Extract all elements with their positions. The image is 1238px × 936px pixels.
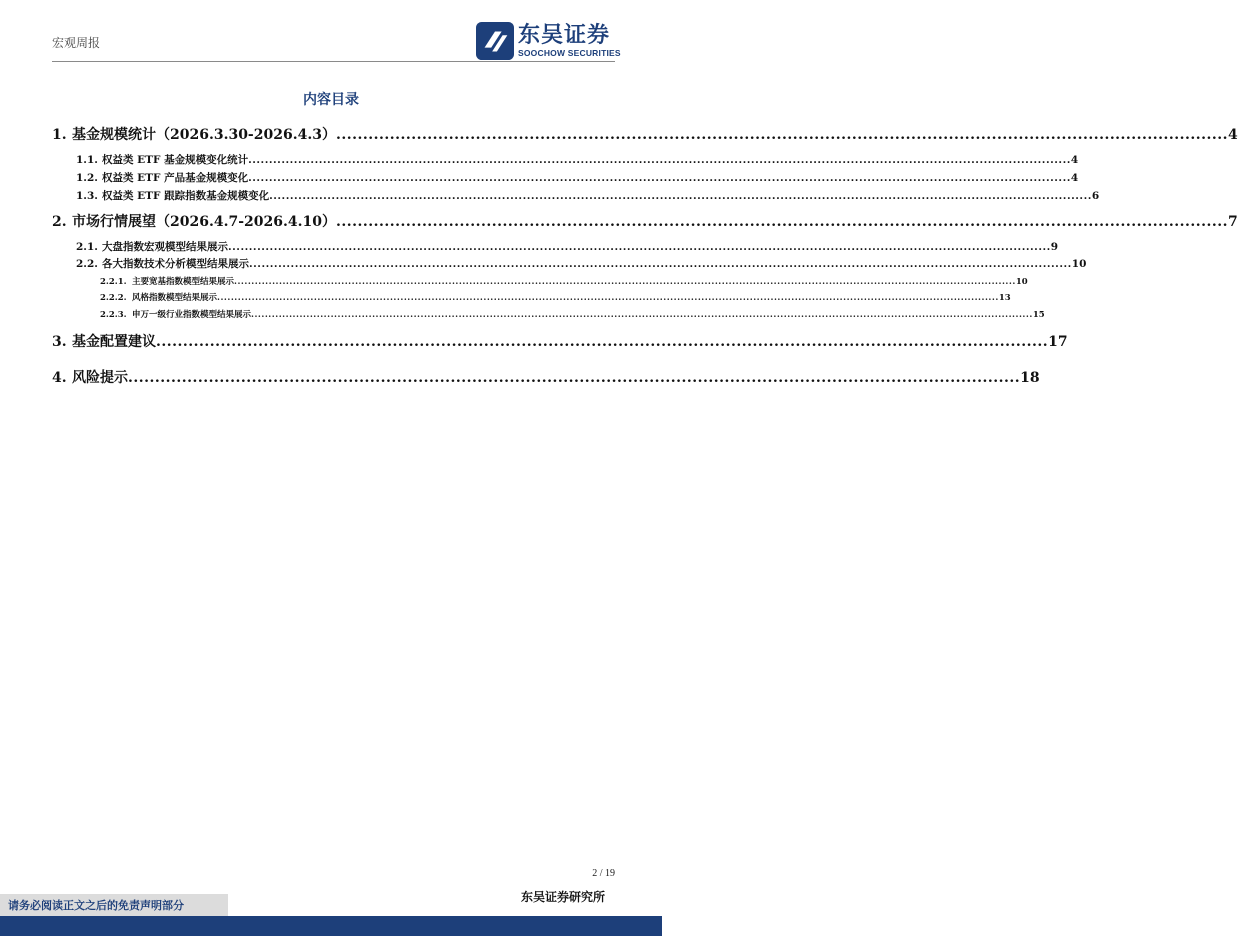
- toc-number: 1.1.: [76, 154, 98, 166]
- disclaimer-text: 请务必阅读正文之后的免责声明部分: [8, 899, 184, 912]
- toc-leader: ......................................................................................................................................................................................................: [248, 172, 1071, 184]
- toc-text: 风格指数模型结果展示: [132, 293, 218, 303]
- toc-leader: ......................................................................................................................................................................................................: [269, 190, 1092, 202]
- toc-leader: ......................................................................................................................................................................................................: [249, 258, 1072, 270]
- toc-page: 4: [1228, 127, 1238, 143]
- toc-entry-1-2[interactable]: [76, 170, 1079, 185]
- toc-page: 4: [1070, 154, 1079, 166]
- toc-number: 2.: [52, 214, 67, 230]
- toc-page: 13: [998, 293, 1011, 303]
- toc-page: 18: [1020, 370, 1040, 386]
- toc-page: 6: [1091, 190, 1100, 202]
- toc-entry-2-2[interactable]: [76, 256, 1087, 271]
- toc-leader: ......................................................................................................................................................................: [335, 214, 1229, 230]
- toc-entry-2[interactable]: [52, 211, 1238, 231]
- toc-number: 2.2.1.: [100, 277, 127, 287]
- toc-number: 2.2.: [76, 258, 98, 270]
- toc-title: 内容目录: [303, 92, 359, 108]
- toc-number: 1.3.: [76, 190, 98, 202]
- toc-number: 4.: [52, 370, 67, 386]
- toc-leader: ..................................................................................................................................................................................................................................: [251, 310, 1033, 320]
- toc-page: 17: [1048, 334, 1068, 350]
- toc-number: 2.1.: [76, 241, 98, 253]
- footer-company: 东吴证券研究所: [520, 890, 605, 904]
- toc-leader: ......................................................................................................................................................................................................: [228, 241, 1051, 253]
- toc-number: 1.2.: [76, 172, 98, 184]
- toc-leader: ......................................................................................................................................................................................................: [248, 154, 1071, 166]
- toc-entry-2-2-1[interactable]: [100, 275, 1028, 287]
- report-type-label: 宏观周报: [52, 36, 101, 50]
- toc-page: 10: [1071, 258, 1087, 270]
- toc-page: 10: [1015, 277, 1028, 287]
- toc-text: 主要宽基指数模型结果展示: [132, 277, 235, 287]
- toc-page: 15: [1032, 310, 1045, 320]
- company-logo: [476, 22, 621, 60]
- toc-entry-2-1[interactable]: [76, 239, 1059, 254]
- toc-number: 1.: [52, 127, 67, 143]
- toc-page: 9: [1050, 241, 1059, 253]
- logo-chinese-name: 东吴证券: [518, 23, 611, 48]
- logo-english-name: SOOCHOW SECURITIES: [518, 48, 621, 58]
- toc-number: 3.: [52, 334, 67, 350]
- toc-text: 市场行情展望（2026.4.7-2026.4.10）: [72, 214, 336, 230]
- toc-leader: ......................................................................................................................................................................: [128, 370, 1021, 386]
- toc-number: 2.2.3.: [100, 310, 127, 320]
- toc-text: 基金规模统计（2026.3.30-2026.4.3）: [72, 127, 336, 143]
- toc-text: 各大指数技术分析模型结果展示: [102, 258, 249, 270]
- toc-text: 申万一级行业指数模型结果展示: [132, 310, 252, 320]
- toc-text: 大盘指数宏观模型结果展示: [102, 241, 228, 253]
- toc-leader: ......................................................................................................................................................................: [156, 334, 1049, 350]
- toc-text: 风险提示: [72, 370, 128, 386]
- toc-number: 2.2.2.: [100, 293, 127, 303]
- page-indicator: 2 / 19: [592, 868, 615, 879]
- toc-entry-4[interactable]: [52, 367, 1040, 387]
- toc-entry-2-2-2[interactable]: [100, 291, 1011, 303]
- toc-leader: ..................................................................................................................................................................................................................................: [217, 293, 999, 303]
- toc-entry-2-2-3[interactable]: [100, 308, 1045, 320]
- toc-entry-3[interactable]: [52, 331, 1068, 351]
- toc-text: 权益类 ETF 基金规模变化统计: [102, 154, 249, 166]
- header-divider: [52, 61, 615, 62]
- toc-leader: ......................................................................................................................................................................: [335, 127, 1229, 143]
- disclaimer-banner: [0, 894, 228, 916]
- toc-page: 7: [1228, 214, 1238, 230]
- toc-text: 基金配置建议: [72, 334, 156, 350]
- toc-entry-1-1[interactable]: [76, 152, 1079, 167]
- toc-entry-1[interactable]: [52, 124, 1238, 144]
- toc-text: 权益类 ETF 产品基金规模变化: [102, 172, 249, 184]
- toc-leader: ..................................................................................................................................................................................................................................: [234, 277, 1016, 287]
- toc-text: 权益类 ETF 跟踪指数基金规模变化: [102, 190, 270, 202]
- footer-bar: [0, 916, 662, 936]
- toc-page: 4: [1070, 172, 1079, 184]
- toc-entry-1-3[interactable]: [76, 188, 1100, 203]
- soochow-logo-icon: [476, 22, 514, 60]
